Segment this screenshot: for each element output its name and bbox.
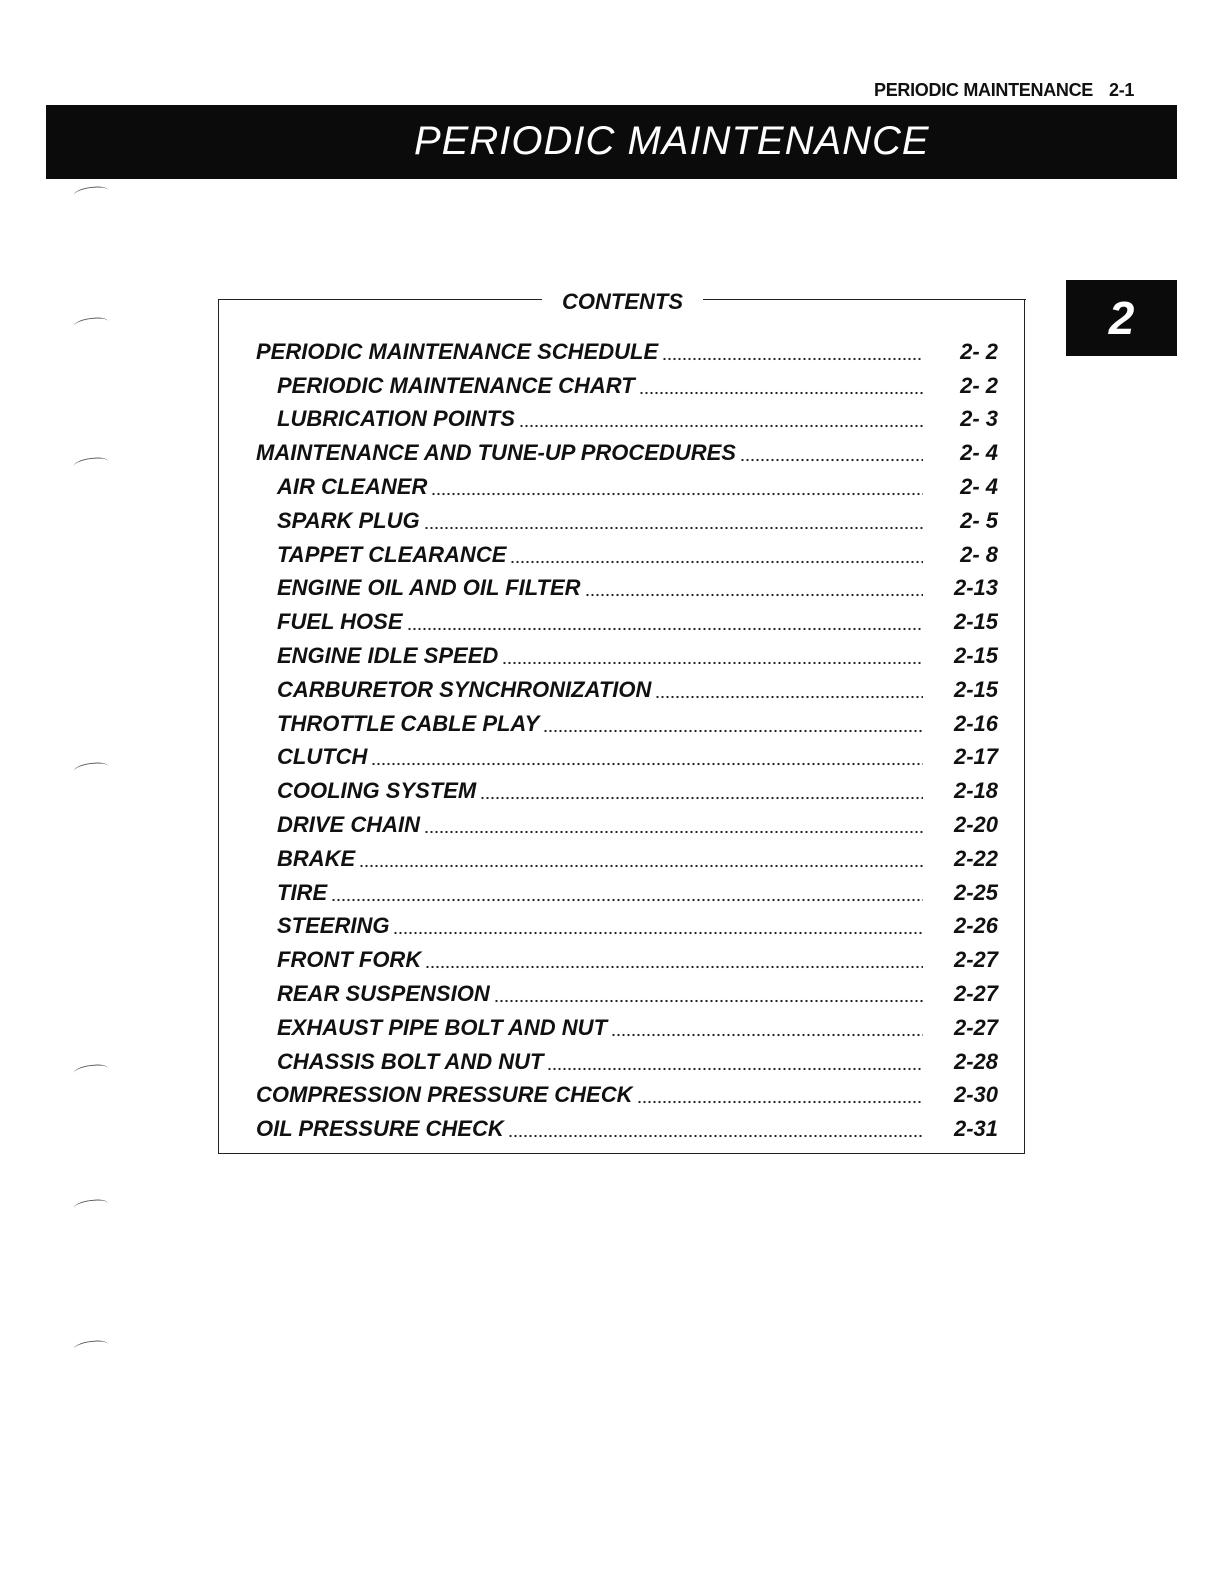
toc-dot-leader bbox=[637, 1100, 923, 1104]
toc-entry-page: 2-13 bbox=[953, 575, 998, 601]
toc-entry-label: BRAKE bbox=[277, 845, 356, 871]
toc-entry-page: 2-28 bbox=[953, 1048, 998, 1074]
running-header-page-number: 2-1 bbox=[1109, 80, 1135, 100]
toc-dot-leader bbox=[480, 796, 923, 800]
toc-dot-leader bbox=[510, 560, 923, 564]
toc-entry-page: 2- 4 bbox=[960, 440, 998, 466]
toc-entry-label: THROTTLE CABLE PLAY bbox=[277, 710, 540, 736]
toc-dot-leader bbox=[611, 1033, 923, 1037]
toc-entry bbox=[256, 1112, 998, 1146]
toc-entry-page: 2- 4 bbox=[960, 474, 998, 500]
toc-entry-label: OIL PRESSURE CHECK bbox=[256, 1116, 504, 1142]
toc-entry-label: COOLING SYSTEM bbox=[277, 778, 477, 804]
binder-hole-mark bbox=[73, 316, 108, 332]
toc-entry-label: PERIODIC MAINTENANCE CHART bbox=[277, 372, 635, 398]
toc-entry-label: CLUTCH bbox=[277, 744, 368, 770]
toc-entry-page: 2-18 bbox=[953, 778, 998, 804]
toc-dot-leader bbox=[655, 695, 923, 699]
toc-entry bbox=[256, 504, 998, 538]
toc-entry bbox=[256, 572, 998, 606]
toc-dot-leader bbox=[393, 931, 923, 935]
toc-entry-page: 2- 3 bbox=[960, 406, 998, 432]
toc-dot-leader bbox=[585, 593, 923, 597]
running-header bbox=[874, 80, 1134, 101]
toc-entry bbox=[256, 876, 998, 910]
toc-entry bbox=[256, 741, 998, 775]
toc-entry-page: 2-25 bbox=[953, 879, 998, 905]
toc-entry-label: TIRE bbox=[277, 879, 328, 905]
toc-entry-label: AIR CLEANER bbox=[277, 474, 428, 500]
toc-entry-page: 2-15 bbox=[953, 609, 998, 635]
toc-entry bbox=[256, 774, 998, 808]
toc-entry bbox=[256, 335, 998, 369]
toc-entry bbox=[256, 639, 998, 673]
toc-dot-leader bbox=[508, 1134, 923, 1138]
toc-entry-label: MAINTENANCE AND TUNE-UP PROCEDURES bbox=[256, 440, 736, 466]
toc-dot-leader bbox=[519, 424, 923, 428]
contents-heading: CONTENTS bbox=[562, 289, 683, 314]
toc-entry bbox=[256, 808, 998, 842]
toc-entry-label: PERIODIC MAINTENANCE SCHEDULE bbox=[256, 338, 659, 364]
toc-entry-page: 2-15 bbox=[953, 643, 998, 669]
toc-entry-page: 2-27 bbox=[953, 981, 998, 1007]
toc-entry-page: 2-22 bbox=[953, 845, 998, 871]
toc-dot-leader bbox=[359, 864, 923, 868]
toc-entry-page: 2- 8 bbox=[960, 541, 998, 567]
toc-entry-page: 2-16 bbox=[953, 710, 998, 736]
binder-hole-mark bbox=[73, 761, 108, 777]
toc-entry-label: DRIVE CHAIN bbox=[277, 812, 421, 838]
toc-dot-leader bbox=[740, 458, 923, 462]
toc-entry-page: 2-27 bbox=[953, 947, 998, 973]
toc-entry-label: TAPPET CLEARANCE bbox=[277, 541, 507, 567]
toc-entry bbox=[256, 1011, 998, 1045]
toc-entry-label: FRONT FORK bbox=[277, 947, 422, 973]
toc-dot-leader bbox=[407, 627, 923, 631]
toc-entry bbox=[256, 842, 998, 876]
toc-entry-page: 2-17 bbox=[953, 744, 998, 770]
toc-dot-leader bbox=[494, 999, 923, 1003]
toc-dot-leader bbox=[502, 661, 923, 665]
toc-dot-leader bbox=[543, 729, 923, 733]
chapter-title-bar bbox=[46, 105, 1177, 179]
toc-dot-leader bbox=[547, 1067, 923, 1071]
toc-entry-label: FUEL HOSE bbox=[277, 609, 403, 635]
toc-entry-page: 2-27 bbox=[953, 1014, 998, 1040]
toc-entry bbox=[256, 943, 998, 977]
toc-entry bbox=[256, 403, 998, 437]
contents-box-top-rule bbox=[703, 299, 1026, 300]
toc-entry bbox=[256, 1045, 998, 1079]
toc-entry-label: STEERING bbox=[277, 913, 390, 939]
toc-dot-leader bbox=[431, 492, 923, 496]
toc-entry-page: 2-20 bbox=[953, 812, 998, 838]
toc-entry-page: 2-26 bbox=[953, 913, 998, 939]
binder-hole-mark bbox=[73, 1339, 108, 1355]
chapter-title: PERIODIC MAINTENANCE bbox=[414, 119, 930, 163]
toc-entry-label: CHASSIS BOLT AND NUT bbox=[277, 1048, 544, 1074]
toc-entry bbox=[256, 910, 998, 944]
toc-dot-leader bbox=[662, 357, 923, 361]
toc-entry-page: 2-30 bbox=[953, 1082, 998, 1108]
toc-entry bbox=[256, 436, 998, 470]
toc-entry-label: COMPRESSION PRESSURE CHECK bbox=[256, 1082, 633, 1108]
contents-box-top-rule bbox=[218, 299, 542, 300]
toc-entry-label: REAR SUSPENSION bbox=[277, 981, 490, 1007]
toc-entry-label: SPARK PLUG bbox=[277, 507, 420, 533]
toc-entry-label: EXHAUST PIPE BOLT AND NUT bbox=[277, 1014, 608, 1040]
toc-entry-page: 2-15 bbox=[953, 676, 998, 702]
toc-dot-leader bbox=[371, 762, 923, 766]
toc-entry bbox=[256, 977, 998, 1011]
binder-hole-mark bbox=[73, 185, 108, 201]
running-header-section: PERIODIC MAINTENANCE bbox=[874, 80, 1094, 100]
toc-entry bbox=[256, 538, 998, 572]
binder-hole-mark bbox=[73, 1063, 108, 1079]
toc-dot-leader bbox=[425, 965, 923, 969]
toc-entry bbox=[256, 369, 998, 403]
toc-entry-label: ENGINE IDLE SPEED bbox=[277, 643, 499, 669]
toc-dot-leader bbox=[639, 391, 923, 395]
toc-entry-page: 2- 5 bbox=[960, 507, 998, 533]
toc-entry bbox=[256, 707, 998, 741]
toc-entry-label: LUBRICATION POINTS bbox=[277, 406, 515, 432]
toc-entry bbox=[256, 1079, 998, 1113]
toc-entry bbox=[256, 470, 998, 504]
toc-dot-leader bbox=[424, 830, 923, 834]
toc-dot-leader bbox=[424, 526, 923, 530]
binder-hole-mark bbox=[73, 456, 108, 472]
toc-entry bbox=[256, 673, 998, 707]
toc-entry-page: 2- 2 bbox=[960, 338, 998, 364]
binder-hole-mark bbox=[73, 1198, 108, 1214]
chapter-tab: 2 bbox=[1066, 280, 1177, 356]
toc-entry bbox=[256, 605, 998, 639]
toc-dot-leader bbox=[331, 898, 923, 902]
toc-entry-page: 2-31 bbox=[953, 1116, 998, 1142]
toc-entry-page: 2- 2 bbox=[960, 372, 998, 398]
toc-entry-label: ENGINE OIL AND OIL FILTER bbox=[277, 575, 581, 601]
table-of-contents bbox=[256, 335, 998, 1146]
toc-entry-label: CARBURETOR SYNCHRONIZATION bbox=[277, 676, 652, 702]
